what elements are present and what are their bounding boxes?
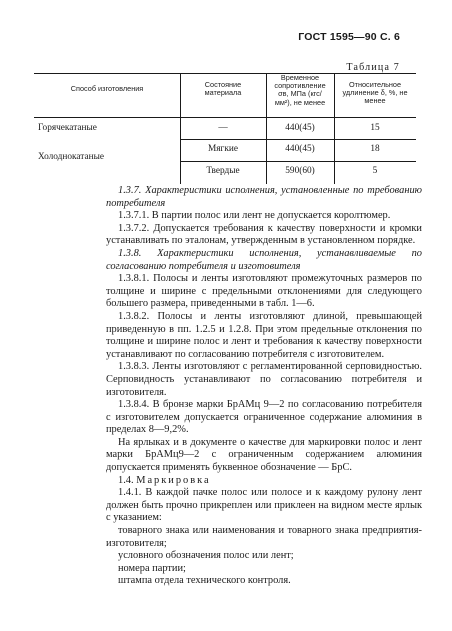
list-item: номера партии; xyxy=(118,562,186,574)
header-state: Состояние материала xyxy=(204,80,242,98)
list-item: штампа отдела технического контроля. xyxy=(118,575,291,587)
table-row-rule xyxy=(180,139,416,140)
paragraph-1-3-8-4: 1.3.8.4. В бронзе марки БрАМц 9—2 по согласованию потребителя с изготовителем допускается ограниченное содержание алюминия в пределах 8—9,2%. xyxy=(106,399,422,436)
paragraph-labels-note: На ярлыках и в документе о качестве для маркировки полос и лент марки БрАМц9—2 с ограниченным содержанием алюминия допускается применять буквенное обозначение — БрС. xyxy=(106,436,422,474)
section-title: Маркировка xyxy=(136,474,211,486)
header-method: Способ изготовления xyxy=(70,84,144,93)
row-method: Горячекатаные xyxy=(38,123,97,133)
row-state: — xyxy=(218,123,228,133)
paragraph-1-3-8-3: 1.3.8.3. Ленты изготовляют с регламентированной серповидностью. Серповидность устанавливают по согласованию потребителя и изготовителя. xyxy=(106,361,422,398)
table-row-rule xyxy=(180,161,416,162)
row-method: Холоднокатаные xyxy=(38,152,104,162)
table-top-rule xyxy=(34,73,416,74)
row-elongation: 15 xyxy=(370,123,380,133)
properties-table xyxy=(34,73,416,184)
paragraph-1-4-1: 1.4.1. В каждой пачке полос или полосе и к каждому рулону лент должен быть прочно прикреплен или приклеен на видном месте ярлык с указанием: xyxy=(106,487,422,524)
row-strength: 440(45) xyxy=(285,123,315,133)
list-item: товарного знака или наименования и товарного знака предприятия-изготовителя; xyxy=(106,525,422,549)
paragraph-1-3-8-2: 1.3.8.2. Полосы и ленты изготовляют длиной, превышающей приведенную в пп. 1.2.5 и 1.2.8. При этом предельные отклонения по толщине и ширине полос и лент и требования к качеству поверхности устанавливают по согласованию потребителя с изготовителем. xyxy=(106,310,422,360)
page-header: ГОСТ 1595—90 С. 6 xyxy=(298,31,400,43)
header-strength: Временное сопротивление σв, МПа (кгс/мм²), не менее xyxy=(274,73,326,107)
list-item: условного обозначения полос или лент; xyxy=(118,550,294,562)
row-strength: 440(45) xyxy=(285,144,315,154)
body-text xyxy=(106,185,422,588)
section-heading-1-4 xyxy=(106,475,422,488)
row-elongation: 18 xyxy=(370,144,380,154)
row-strength: 590(60) xyxy=(285,166,315,176)
header-elongation: Относительное удлинение δ, %, не менее xyxy=(342,80,408,106)
row-state: Мягкие xyxy=(208,144,238,154)
section-heading-1-3-7: 1.3.7. Характеристики исполнения, установленные по требованию потребителя xyxy=(106,185,422,209)
table-caption: Таблица 7 xyxy=(346,62,400,73)
row-state: Твердые xyxy=(206,166,240,176)
paragraph-1-3-7-2: 1.3.7.2. Допускается требования к качеству поверхности и кромки устанавливать по эталонам, утвержденным в установленном порядке. xyxy=(106,222,422,247)
section-heading-1-3-8: 1.3.8. Характеристики исполнения, устанавливаемые по согласованию потребителя и изготовителя xyxy=(106,247,422,272)
paragraph-1-3-8-1: 1.3.8.1. Полосы и ленты изготовляют промежуточных размеров по толщине и ширине с предельными отклонениями для следующего большего размера, приведенными в табл. 1—6. xyxy=(106,273,422,310)
paragraph-1-3-7-1: 1.3.7.1. В партии полос или лент не допускается королтюмер. xyxy=(118,210,391,222)
section-number: 1.4. xyxy=(118,474,134,486)
row-elongation: 5 xyxy=(372,166,378,176)
table-header-rule xyxy=(34,117,416,118)
